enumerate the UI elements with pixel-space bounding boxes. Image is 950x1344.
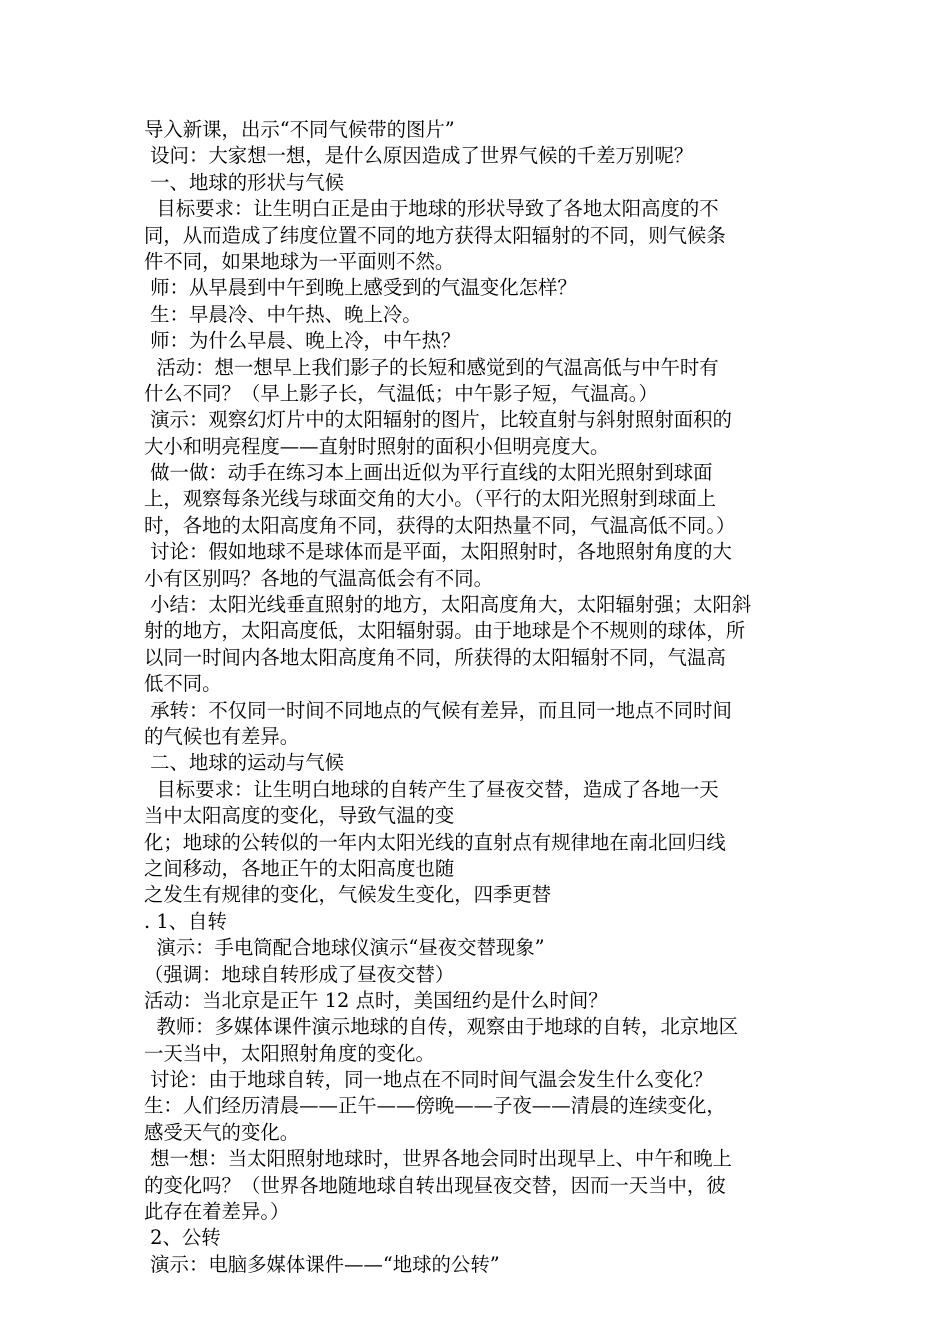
text-line: 设问：大家想一想，是什么原因造成了世界气候的千差万别呢？ — [144, 144, 694, 168]
text-line: 目标要求：让生明白正是由于地球的形状导致了各地太阳高度的不 — [144, 197, 719, 221]
text-line: 的变化吗？（世界各地随地球自转出现昼夜交替，因而一天当中，彼 — [144, 1173, 726, 1197]
text-line: 演示：观察幻灯片中的太阳辐射的图片，比较直射与斜射照射面积的 — [144, 408, 732, 432]
text-line: 教师：多媒体课件演示地球的自传，观察由于地球的自转，北京地区 — [144, 1015, 739, 1039]
text-line: 当中太阳高度的变化，导致气温的变 — [144, 804, 455, 828]
text-line: 什么不同？（早上影子长，气温低；中午影子短，气温高。） — [144, 381, 658, 405]
text-line: 感受天气的变化。 — [144, 1120, 300, 1144]
text-line: （强调：地球自转形成了昼夜交替） — [144, 962, 455, 986]
text-line: 导入新课，出示“不同气候带的图片” — [144, 118, 455, 141]
text-line: 承转：不仅同一时间不同地点的气候有差异，而且同一地点不同时间 — [144, 698, 732, 722]
text-line: 以同一时间内各地太阳高度角不同，所获得的太阳辐射不同，气温高 — [144, 645, 726, 669]
text-line: 化；地球的公转似的一年内太阳光线的直射点有规律地在南北回归线 — [144, 830, 726, 854]
text-line: 时，各地的太阳高度角不同，获得的太阳热量不同，气温高低不同。） — [144, 513, 736, 537]
text-line: 生：人们经历清晨——正午——傍晚——子夜——清晨的连续变化， — [144, 1094, 726, 1118]
text-line: 小结：太阳光线垂直照射的地方，太阳高度角大，太阳辐射强；太阳斜 — [144, 593, 752, 617]
text-line: 做一做：动手在练习本上画出近似为平行直线的太阳光照射到球面 — [144, 461, 713, 485]
text-line: 的气候也有差异。 — [144, 724, 300, 748]
text-line: 目标要求：让生明白地球的自转产生了昼夜交替，造成了各地一天 — [144, 777, 719, 801]
text-line: 之间移动，各地正午的太阳高度也随 — [144, 856, 455, 880]
text-line: 演示：电脑多媒体课件——“地球的公转” — [144, 1252, 500, 1276]
section-heading: 一、地球的形状与气候 — [144, 170, 345, 194]
document-page — [144, 117, 824, 1278]
text-line: 之发生有规律的变化，气候发生变化，四季更替 — [144, 883, 552, 907]
text-line: 想一想：当太阳照射地球时，世界各地会同时出现早上、中午和晚上 — [144, 1147, 732, 1171]
text-line: 讨论：假如地球不是球体而是平面，太阳照射时，各地照射角度的大 — [144, 540, 732, 564]
text-line: 上，观察每条光线与球面交角的大小。（平行的太阳光照射到球面上 — [144, 487, 717, 511]
text-line: 演示：手电筒配合地球仪演示“昼夜交替现象” — [144, 936, 545, 960]
text-line: 射的地方，太阳高度低，太阳辐射弱。由于地球是个不规则的球体，所 — [144, 619, 746, 643]
text-line: 件不同，如果地球为一平面则不然。 — [144, 249, 455, 273]
text-line: 师：从早晨到中午到晚上感受到的气温变化怎样？ — [144, 276, 577, 300]
text-line: 活动：想一想早上我们影子的长短和感觉到的气温高低与中午时有 — [144, 355, 719, 379]
subsection-heading: 2、公转 — [144, 1226, 221, 1250]
text-line: 大小和明亮程度——直射时照射的面积小但明亮度大。 — [144, 434, 610, 458]
text-line: 生：早晨冷、中午热、晚上冷。 — [144, 302, 422, 326]
text-line: 讨论：由于地球自转，同一地点在不同时间气温会发生什么变化？ — [144, 1068, 713, 1092]
text-line: 师：为什么早晨、晚上冷，中午热？ — [144, 329, 461, 353]
section-heading: 二、地球的运动与气候 — [144, 751, 345, 775]
text-line: 活动：当北京是正午 12 点时，美国纽约是什么时间？ — [144, 988, 608, 1012]
text-line: 低不同。 — [144, 672, 222, 696]
text-line: 此存在着差异。） — [144, 1200, 290, 1224]
subsection-heading: . 1、自转 — [144, 909, 227, 933]
text-line: 同，从而造成了纬度位置不同的地方获得太阳辐射的不同，则气候条 — [144, 223, 726, 247]
text-line: 一天当中，太阳照射角度的变化。 — [144, 1041, 435, 1065]
text-line: 小有区别吗？各地的气温高低会有不同。 — [144, 566, 494, 590]
